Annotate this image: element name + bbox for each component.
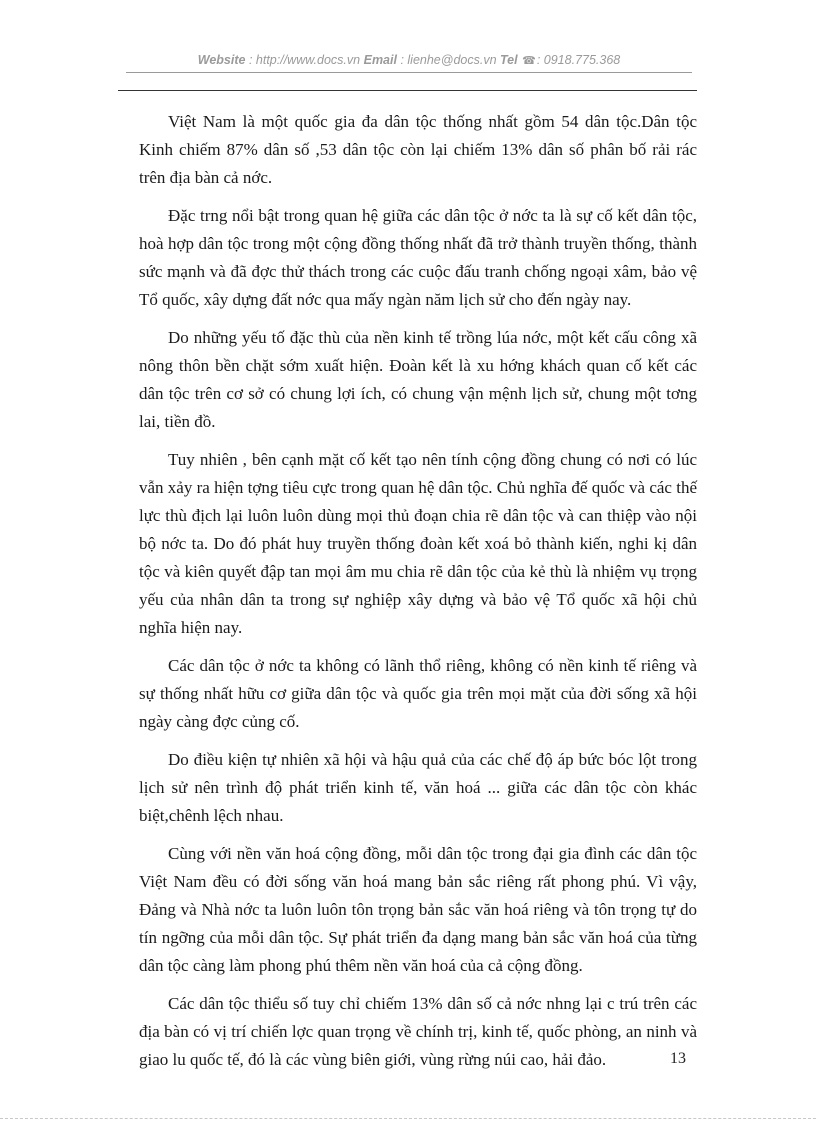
paragraph: Tuy nhiên , bên cạnh mặt cố kết tạo nên tính cộng đồng chung có nơi có lúc vẫn xảy ra hiện tợng tiêu cực trong quan hệ dân tộc. Chủ nghĩa đế quốc và các thế lực thù địch lại luôn luôn dùng mọi thủ đoạn chia rẽ dân tộc và can thiệp vào nội bộ nớc ta. Do đó phát huy truyền thống đoàn kết xoá bỏ thành kiến, nghi kị dân tộc và kiên quyết đập tan mọi âm mu chia rẽ dân tộc của kẻ thù là nhiệm vụ trọng yếu của nhân dân ta trong sự nghiệp xây dựng và bảo vệ Tổ quốc xã hội chủ nghĩa hiện nay. [139,450,697,637]
paragraph: Cùng với nền văn hoá cộng đồng, mỗi dân tộc trong đại gia đình các dân tộc Việt Nam đều có đời sống văn hoá mang bản sắc riêng rất phong phú. Vì vậy, Đảng và Nhà nớc ta luôn luôn tôn trọng bản sắc văn hoá riêng và tôn trọng tự do tín ngỡng của mỗi dân tộc. Sự phát triển đa dạng mang bản sắc văn hoá của từng dân tộc càng làm phong phú thêm nền văn hoá của cả cộng đồng. [139,844,697,975]
paragraph: Do những yếu tố đặc thù của nền kinh tế trồng lúa nớc, một kết cấu công xã nông thôn bền chặt sớm xuất hiện. Đoàn kết là xu hớng khách quan cố kết các dân tộc trên cơ sở có chung lợi ích, có chung vận mệnh lịch sử, chung một tơng lai, tiền đồ. [139,328,697,431]
paragraph: Các dân tộc thiểu số tuy chỉ chiếm 13% dân số cả nớc nhng lại c trú trên các địa bàn có vị trí chiến lợc quan trọng về chính trị, kinh tế, quốc phòng, an ninh và giao lu quốc tế, đó là các vùng biên giới, vùng rừng núi cao, hải đảo. [139,994,697,1069]
page-number: 13 [670,1050,686,1067]
tel-value: : 0918.775.368 [536,53,621,67]
paragraph: Đặc trng nổi bật trong quan hệ giữa các dân tộc ở nớc ta là sự cố kết dân tộc, hoà hợp dân tộc trong một cộng đồng thống nhất đã trở thành truyền thống, thành sức mạnh và đã đợc thử thách trong các cuộc đấu tranh chống ngoại xâm, bảo vệ Tổ quốc, xây dựng đất nớc qua mấy ngàn năm lịch sử cho đến ngày nay. [139,206,697,309]
website-label: Website [197,53,246,67]
paragraph: Việt Nam là một quốc gia đa dân tộc thống nhất gồm 54 dân tộc.Dân tộc Kinh chiếm 87% dân số ,53 dân tộc còn lại chiếm 13% dân số phân bố rải rác trên địa bàn cả nớc. [139,112,697,187]
page-header [126,50,692,73]
phone-icon: ☎ [522,55,536,67]
document-body [139,108,697,1084]
email-label: Email [363,53,397,67]
email-value: : lienhe@docs.vn [400,53,497,67]
tel-label: Tel [500,53,518,67]
paragraph: Do điều kiện tự nhiên xã hội và hậu quả của các chế độ áp bức bóc lột trong lịch sử nên trình độ phát triển kinh tế, văn hoá ... giữa các dân tộc còn khác biệt,chênh lệch nhau. [139,750,697,825]
paragraph: Các dân tộc ở nớc ta không có lãnh thổ riêng, không có nền kinh tế riêng và sự thống nhất hữu cơ giữa dân tộc và quốc gia trên mọi mặt của đời sống xã hội ngày càng đợc củng cố. [139,656,697,731]
header-rule [118,90,697,91]
website-value: : http://www.docs.vn [248,53,361,67]
page-bottom-border [0,1118,816,1119]
